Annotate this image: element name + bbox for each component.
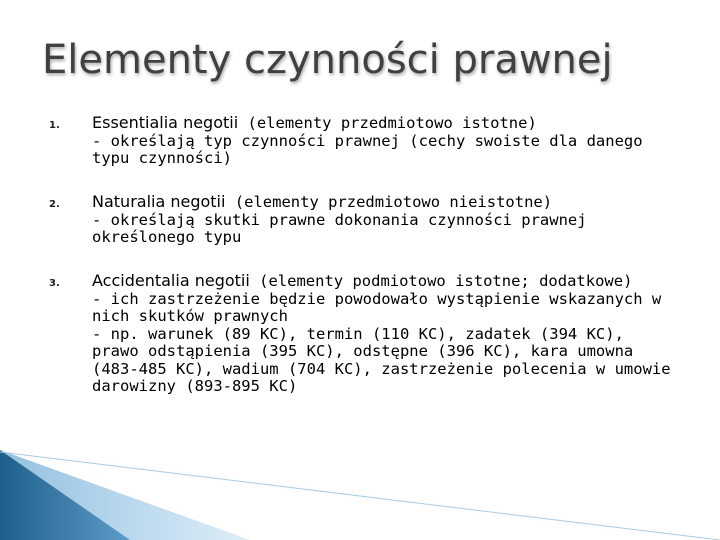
item-description: (elementy podmiotowo istotne; dodatkowe) - ich zastrzeżenie będzie powodowało wystąpienie wskazanych w nich skutków prawnych - np. warunek (89 KC), termin (110 KC), zadatek (394 KC), prawo odstąpienia (395 KC), odstępne (396 KC), kara umowna (483-485 KC), wadium (704 KC), zastrzeżenie polecenia w umowie darowizny (893-895 KC) [92, 272, 671, 395]
item-term: Essentialia negotii [92, 113, 239, 132]
item-body [92, 114, 672, 168]
slide-title: Elementy czynności prawnej [42, 37, 613, 83]
item-number: 3. [49, 278, 60, 289]
item-description: (elementy przedmiotowo nieistotne) - określają skutki prawne dokonania czynności prawnej określonego typu [92, 193, 587, 246]
item-term: Accidentalia negotii [92, 271, 250, 290]
corner-decoration [0, 450, 720, 540]
item-number: 1. [49, 120, 60, 131]
item-number: 2. [49, 199, 60, 210]
item-term: Naturalia negotii [92, 192, 226, 211]
item-body [92, 193, 672, 247]
item-description: (elementy przedmiotowo istotne) - określają typ czynności prawnej (cechy swoiste dla danego typu czynności) [92, 114, 643, 167]
item-body [92, 272, 672, 396]
